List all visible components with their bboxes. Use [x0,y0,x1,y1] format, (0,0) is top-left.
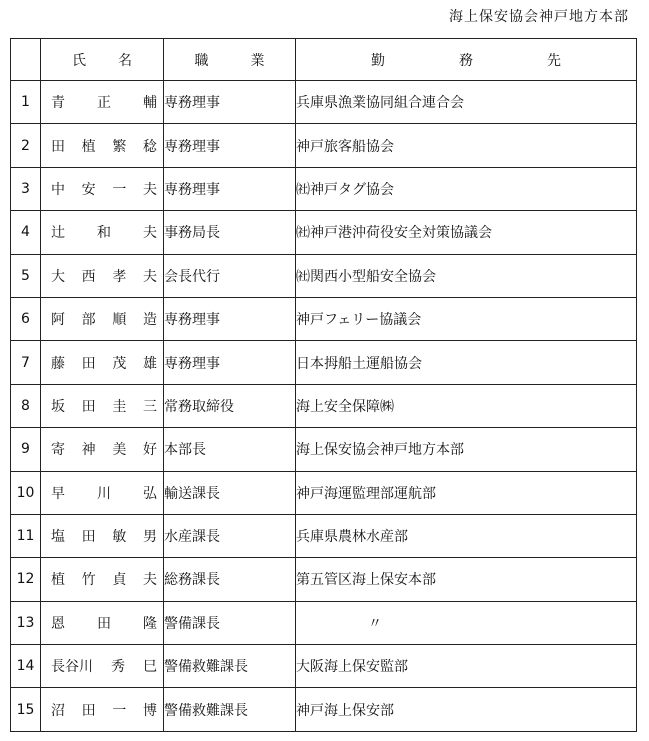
member-name-part: 長谷川 [51,659,93,676]
member-name-part: 弘 [143,485,157,502]
row-number: 4 [11,211,41,254]
member-name-part: 安 [81,181,96,198]
member-name-part: 神 [81,442,96,459]
member-name-part: 三 [142,398,157,415]
member-name-part: 正 [97,95,111,112]
row-number: 12 [11,558,41,601]
row-number: 11 [11,514,41,557]
row-number: 14 [11,645,41,688]
header-name [41,39,164,81]
header-workplace-char: 先 [547,52,561,69]
member-name-part: 順 [112,312,127,329]
table-row [11,254,637,297]
member-workplace: 〃 [296,601,637,644]
table-row [11,471,637,514]
member-name-part: 夫 [142,181,157,198]
member-occupation: 警備救難課長 [164,688,296,732]
member-name [41,558,164,601]
member-name [41,124,164,167]
member-name-part: 恩 [51,615,65,632]
member-name [41,211,164,254]
member-name-part: 西 [81,268,96,285]
member-workplace: 海上安全保障㈱ [296,384,637,427]
table-row [11,601,637,644]
organization-header: 海上保安協会神戸地方本部 [449,9,629,25]
table-row [11,81,637,124]
member-workplace: 第五管区海上保安本部 [296,558,637,601]
member-name-part: 美 [112,442,127,459]
member-name-part: 稔 [142,138,157,155]
member-occupation: 輸送課長 [164,471,296,514]
member-name-part: 田 [81,702,96,719]
member-name-part: 青 [51,95,65,112]
member-name-part: 沼 [51,702,65,719]
member-name-part: 部 [81,312,96,329]
table-row [11,428,637,471]
member-table [10,38,637,732]
header-name-char: 氏 [72,52,86,69]
member-name-part: 秀 [111,659,125,676]
row-number: 13 [11,601,41,644]
member-occupation: 専務理事 [164,81,296,124]
member-name [41,254,164,297]
member-name-part: 繁 [112,138,127,155]
member-workplace: 兵庫県農林水産部 [296,514,637,557]
row-number: 1 [11,81,41,124]
row-number: 3 [11,167,41,210]
row-number: 9 [11,428,41,471]
member-name [41,514,164,557]
table-row [11,514,637,557]
member-name [41,341,164,384]
member-occupation: 専務理事 [164,124,296,167]
member-name-part: 隆 [143,615,157,632]
member-name-part: 田 [81,355,96,372]
member-occupation: 水産課長 [164,514,296,557]
member-workplace: 神戸旅客船協会 [296,124,637,167]
member-name [41,601,164,644]
member-occupation: 会長代行 [164,254,296,297]
member-name-part: 和 [97,225,111,242]
member-name-part: 夫 [143,225,157,242]
row-number: 8 [11,384,41,427]
member-workplace: ㈳神戸タグ協会 [296,167,637,210]
member-occupation: 警備救難課長 [164,645,296,688]
member-name-part: 好 [142,442,157,459]
member-workplace: 日本拇船土運船協会 [296,341,637,384]
header-workplace [296,39,637,81]
member-name-part: 男 [142,529,157,546]
member-name-part: 茂 [112,355,127,372]
member-occupation: 常務取締役 [164,384,296,427]
member-occupation: 本部長 [164,428,296,471]
member-name-part: 竹 [81,572,96,589]
member-workplace: 大阪海上保安監部 [296,645,637,688]
member-workplace: ㈳神戸港沖荷役安全対策協議会 [296,211,637,254]
table-row [11,558,637,601]
row-number: 6 [11,297,41,340]
member-name-part: 田 [81,398,96,415]
table-row [11,167,637,210]
member-name-part: 塩 [51,529,65,546]
member-workplace: 兵庫県漁業協同組合連合会 [296,81,637,124]
header-occupation [164,39,296,81]
member-name-part: 孝 [112,268,127,285]
member-workplace: 海上保安協会神戸地方本部 [296,428,637,471]
member-name-part: 坂 [51,398,65,415]
header-number [11,39,41,81]
member-name [41,167,164,210]
member-occupation: 事務局長 [164,211,296,254]
member-workplace: 神戸海上保安部 [296,688,637,732]
member-workplace: 神戸フェリー協議会 [296,297,637,340]
member-name-part: 輔 [143,95,157,112]
header-occupation-char: 職 [194,52,209,69]
member-name-part: 雄 [142,355,157,372]
member-name [41,428,164,471]
member-name-part: 圭 [112,398,127,415]
member-occupation: 専務理事 [164,297,296,340]
table-row [11,341,637,384]
member-occupation: 警備課長 [164,601,296,644]
member-name [41,471,164,514]
member-name-part: 一 [112,181,127,198]
member-name-part: 大 [51,268,65,285]
member-name-part: 田 [51,138,65,155]
table-row [11,688,637,732]
row-number: 2 [11,124,41,167]
member-name-part: 藤 [51,355,65,372]
member-name-part: 博 [142,702,157,719]
member-name-part: 敏 [112,529,127,546]
member-name-part: 巳 [143,659,157,676]
row-number: 5 [11,254,41,297]
member-name-part: 辻 [51,225,65,242]
row-number: 15 [11,688,41,732]
member-name-part: 植 [81,138,96,155]
member-name [41,688,164,732]
header-workplace-char: 勤 [371,52,385,69]
member-name-part: 田 [97,615,111,632]
table-row [11,124,637,167]
member-name-part: 早 [51,485,65,502]
member-rows [11,81,637,732]
table-row [11,384,637,427]
member-workplace: 神戸海運監理部運航部 [296,471,637,514]
member-name [41,81,164,124]
member-occupation: 専務理事 [164,167,296,210]
table-row [11,297,637,340]
table-row [11,645,637,688]
member-name-part: 貞 [112,572,127,589]
member-name [41,297,164,340]
member-name-part: 川 [97,485,111,502]
member-name-part: 夫 [142,572,157,589]
member-name-part: 一 [112,702,127,719]
member-workplace: ㈳関西小型船安全協会 [296,254,637,297]
header-occupation-char: 業 [250,52,265,69]
member-name-part: 寄 [51,442,65,459]
row-number: 10 [11,471,41,514]
member-occupation: 専務理事 [164,341,296,384]
header-name-char: 名 [118,52,132,69]
table-header-row [11,39,637,81]
row-number: 7 [11,341,41,384]
member-name-part: 造 [142,312,157,329]
header-workplace-char: 務 [459,52,473,69]
table-row [11,211,637,254]
member-name-part: 中 [51,181,65,198]
member-name [41,384,164,427]
member-name-part: 田 [81,529,96,546]
member-name-part: 植 [51,572,65,589]
member-name [41,645,164,688]
member-occupation: 総務課長 [164,558,296,601]
member-name-part: 阿 [51,312,65,329]
member-name-part: 夫 [142,268,157,285]
